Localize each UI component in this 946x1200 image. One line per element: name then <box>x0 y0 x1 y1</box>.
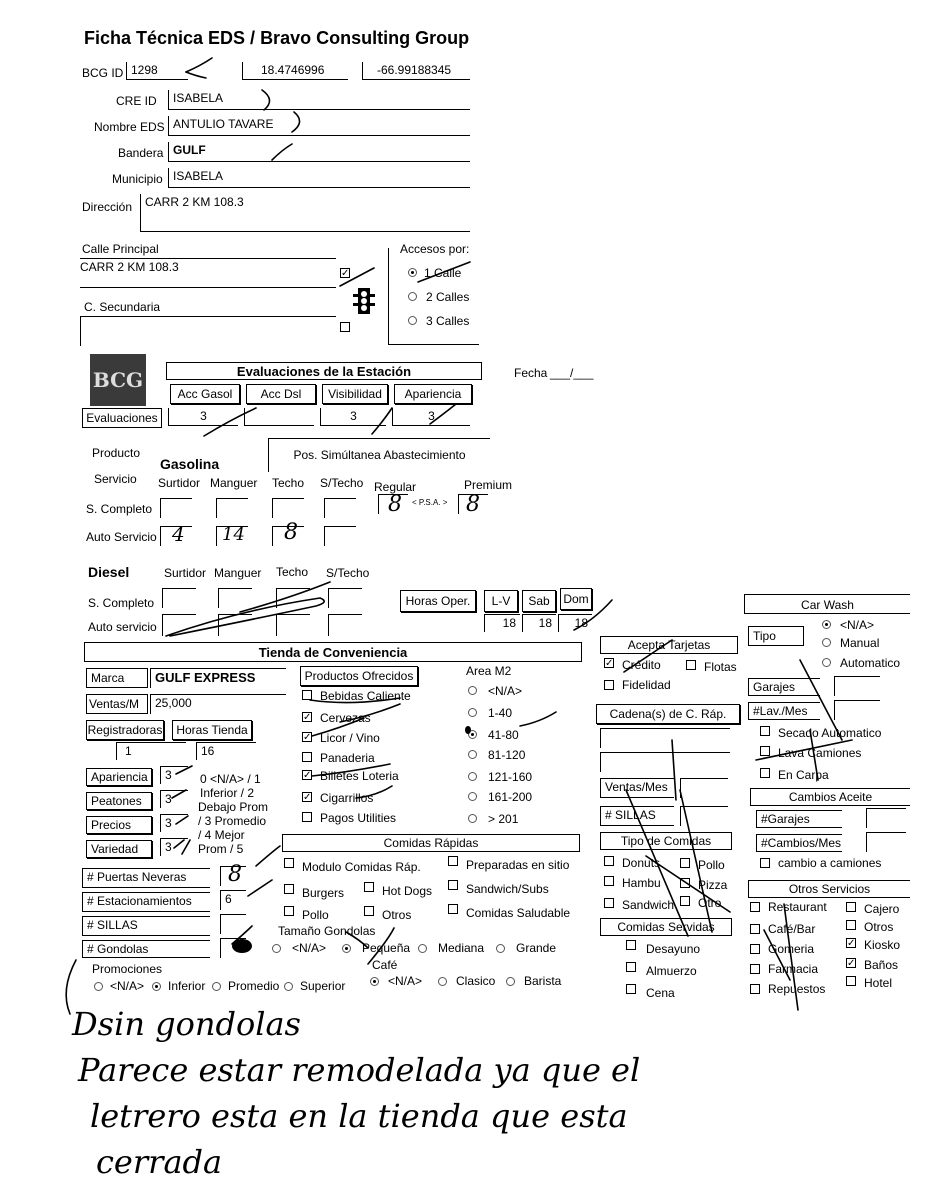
producto-cigarrillos-label: Cigarrillos <box>320 791 374 805</box>
comida-sandwich-subs-label: Sandwich/Subs <box>466 882 549 896</box>
carwash-en-carpa-checkbox[interactable] <box>760 768 770 778</box>
sillas-cadena-field[interactable] <box>680 806 728 826</box>
fecha-label: Fecha <box>514 366 548 380</box>
tipo-otro-label: Otro <box>698 896 722 910</box>
flotas-label: Flotas <box>704 660 737 674</box>
gasolina-title: Gasolina <box>160 456 220 472</box>
carwash-garajes-label: Garajes <box>748 678 820 696</box>
comida-modulo-comidas-r-p-label: Modulo Comidas Ráp. <box>302 860 421 874</box>
otros-restaurant-label: Restaurant <box>768 900 827 914</box>
dsl-techo-col: Techo <box>276 565 309 579</box>
acc-dsl-header[interactable]: Acc Dsl <box>246 384 316 404</box>
traffic-light-icon <box>352 286 376 316</box>
horas-lv-header[interactable]: L-V <box>484 590 518 612</box>
area-81-120-radio[interactable] <box>468 750 477 759</box>
pos-simultanea-label: Pos. Simúltanea Abastecimiento <box>268 438 490 472</box>
scale-1: 0 <N/A> / 1 <box>200 772 261 786</box>
calle-secundaria-field[interactable] <box>80 316 336 346</box>
area-201-radio[interactable] <box>468 814 477 823</box>
gas-as-manguer-value: 14 <box>222 524 245 545</box>
scale-3: / 3 Promedio <box>198 814 267 828</box>
cadena-rapida-button[interactable]: Cadena(s) de C. Ráp. <box>596 704 740 724</box>
area-201-label: > 201 <box>488 812 519 826</box>
nombre-field[interactable]: ANTULIO TAVARE <box>168 116 470 136</box>
producto-cigarrillos-checkbox[interactable]: ✓ <box>303 792 312 803</box>
tipo-hambu-checkbox[interactable] <box>604 876 614 886</box>
carwash-tipo-label[interactable]: Tipo <box>748 626 804 646</box>
rating-peatones-value[interactable]: 3 <box>160 790 188 808</box>
servicio-label: Servicio <box>94 472 137 486</box>
cre-id-label: CRE ID <box>116 94 157 108</box>
dsl-sc-manguer[interactable] <box>218 588 252 608</box>
area-121-160-radio[interactable] <box>468 772 477 781</box>
comida-otros-checkbox[interactable] <box>364 906 374 916</box>
otros-servicios-title: Otros Servicios <box>748 880 910 898</box>
cafe-n-a-radio[interactable] <box>370 977 379 986</box>
municipio-field[interactable]: ISABELA <box>168 168 470 188</box>
fecha-value[interactable]: ___/___ <box>550 366 594 380</box>
horas-dom-value[interactable]: 18 <box>558 614 592 632</box>
direccion-label: Dirección <box>82 200 133 214</box>
accesos-2-calles-radio[interactable] <box>408 292 417 301</box>
promo-inferior-radio[interactable] <box>152 982 161 991</box>
gas-sc-techo[interactable] <box>272 498 304 518</box>
tienda-title: Tienda de Conveniencia <box>84 642 582 662</box>
rating-peatones-label[interactable]: Peatones <box>86 792 152 810</box>
otros-hotel-checkbox[interactable] <box>846 976 856 986</box>
note-line-4: cerrada <box>96 1143 223 1181</box>
calle-principal-checkbox[interactable]: ✓ <box>341 268 350 279</box>
scale-4: / 4 Mejor <box>198 828 245 842</box>
premium-label: Premium <box>464 478 513 492</box>
otros-gomeria-checkbox[interactable] <box>750 944 760 954</box>
carwash-automatico-radio[interactable] <box>822 658 831 667</box>
producto-billetes-loteria-label: Billetes Loteria <box>320 769 399 783</box>
area-121-160-label: 121-160 <box>488 770 533 784</box>
dsl-as-stecho[interactable] <box>328 614 362 636</box>
carwash-automatico-label: Automatico <box>840 656 901 670</box>
gas-sc-surtidor[interactable] <box>160 498 192 518</box>
count-sillas-label: # SILLAS <box>82 916 210 936</box>
diesel-title: Diesel <box>88 564 130 580</box>
horas-tienda-field[interactable]: 16 <box>196 742 256 760</box>
dsl-surtidor-col: Surtidor <box>164 566 207 580</box>
comidas-servidas-title: Comidas Servidas <box>600 918 732 936</box>
producto-bebidas-caliente-label: Bebidas Caliente <box>320 689 411 703</box>
producto-cervezas-checkbox[interactable]: ✓ <box>303 712 312 723</box>
servida-almuerzo-checkbox[interactable] <box>626 962 636 972</box>
otros-restaurant-checkbox[interactable] <box>750 902 760 912</box>
horas-lv-value[interactable]: 18 <box>484 614 520 632</box>
dsl-sc-stecho[interactable] <box>328 588 362 608</box>
latitude-field[interactable]: 18.4746996 <box>242 62 348 80</box>
form-title: Ficha Técnica EDS / Bravo Consulting Group <box>84 28 470 48</box>
servida-desayuno-label: Desayuno <box>646 942 701 956</box>
dsl-sc-techo[interactable] <box>276 588 310 608</box>
otros-caf-bar-label: Café/Bar <box>768 922 816 936</box>
cafe-barista-label: Barista <box>524 974 562 988</box>
area-1-40-radio[interactable] <box>468 708 477 717</box>
comida-preparadas-en-sitio-checkbox[interactable] <box>448 856 458 866</box>
visibilidad-header[interactable]: Visibilidad <box>322 384 388 404</box>
gas-manguer-col: Manguer <box>210 476 258 490</box>
area-1-40-label: 1-40 <box>488 706 513 720</box>
accesos-title: Accesos por: <box>400 242 470 256</box>
tipo-pollo-checkbox[interactable] <box>680 858 690 868</box>
count-estacionamientos-value[interactable]: 6 <box>220 890 246 910</box>
tamano-n-a-label: <N/A> <box>292 941 327 955</box>
rating-precios-value[interactable]: 3 <box>160 814 188 832</box>
note-line-3: letrero esta en la tienda que esta <box>90 1097 628 1135</box>
dsl-as-techo[interactable] <box>276 614 310 636</box>
area-m2-label: Area M2 <box>466 664 512 678</box>
promo-promedio-label: Promedio <box>228 979 280 993</box>
promo-promedio-radio[interactable] <box>212 982 221 991</box>
comidas-rapidas-title: Comidas Rápidas <box>282 834 580 852</box>
tipo-sandwich-checkbox[interactable] <box>604 898 614 908</box>
otros-cajero-checkbox[interactable] <box>846 902 856 912</box>
producto-licor-vino-checkbox[interactable]: ✓ <box>303 732 312 743</box>
tamano-gondolas-label: Tamaño Gondolas <box>278 924 376 938</box>
calle-secundaria-checkbox[interactable] <box>340 322 350 332</box>
carwash-manual-label: Manual <box>840 636 880 650</box>
flotas-checkbox[interactable] <box>686 660 696 670</box>
evaluaciones-button[interactable]: Evaluaciones <box>82 408 162 428</box>
count-puertas-label: # Puertas Neveras <box>82 868 210 888</box>
sillas-cadena-label: # SILLAS <box>600 806 674 826</box>
note-line-2: Parece estar remodelada ya que el <box>78 1051 641 1089</box>
cambio-camiones-checkbox[interactable] <box>760 858 770 868</box>
area-161-200-label: 161-200 <box>488 790 533 804</box>
producto-label: Producto <box>92 446 141 460</box>
area-n-a-radio[interactable] <box>468 686 477 695</box>
comida-burgers-label: Burgers <box>302 886 345 900</box>
accesos-1-calle-radio[interactable] <box>408 268 417 277</box>
area-41-80-radio[interactable] <box>468 730 477 739</box>
otros-ba-os-checkbox[interactable]: ✓ <box>847 958 856 969</box>
otros-farmacia-label: Farmacia <box>768 962 819 976</box>
scale-5: Prom / 5 <box>198 842 244 856</box>
comida-hot-dogs-checkbox[interactable] <box>364 882 374 892</box>
acc-dsl-value[interactable] <box>244 408 314 426</box>
tipo-pollo-label: Pollo <box>698 858 725 872</box>
tamano-peque-a-radio[interactable] <box>342 944 351 953</box>
evaluaciones-title: Evaluaciones de la Estación <box>166 362 482 380</box>
apariencia-value[interactable]: 3 <box>392 408 470 426</box>
count-gondolas-value[interactable] <box>220 938 246 958</box>
rating-apariencia-label[interactable]: Apariencia <box>86 768 152 786</box>
bcg-id-label: BCG ID <box>82 66 124 80</box>
tipo-sandwich-label: Sandwich <box>622 898 675 912</box>
cafe-clasico-radio[interactable] <box>438 977 447 986</box>
tipo-comidas-title: Tipo de Comidas <box>600 832 732 850</box>
tamano-grande-radio[interactable] <box>496 944 505 953</box>
producto-panaderia-checkbox[interactable] <box>302 752 312 762</box>
rating-variedad-label[interactable]: Variedad <box>86 840 152 858</box>
otros-repuestos-label: Repuestos <box>768 982 826 996</box>
promo-superior-radio[interactable] <box>284 982 293 991</box>
aceite-garajes-field[interactable] <box>866 808 906 828</box>
promo-inferior-label: Inferior <box>168 979 206 993</box>
comida-otros-label: Otros <box>382 908 412 922</box>
carwash-secado-automatico-checkbox[interactable] <box>760 726 770 736</box>
credito-checkbox[interactable]: ✓ <box>605 658 614 669</box>
dsl-s-completo-label: S. Completo <box>88 596 155 610</box>
cafe-barista-radio[interactable] <box>506 977 515 986</box>
carwash-lava-camiones-checkbox[interactable] <box>760 746 770 756</box>
longitude-field[interactable]: -66.99188345 <box>362 62 470 80</box>
aceite-cambios-field[interactable] <box>866 832 906 852</box>
promo-n-a-radio[interactable] <box>94 982 103 991</box>
tipo-pizza-checkbox[interactable] <box>680 878 690 888</box>
area-41-80-label: 41-80 <box>488 728 519 742</box>
horas-sab-value[interactable]: 18 <box>522 614 556 632</box>
accesos-2-calles-label: 2 Calles <box>426 290 470 304</box>
otros-otros-label: Otros <box>864 920 894 934</box>
carwash-n-a-label: <N/A> <box>840 618 875 632</box>
bcg-id-field[interactable]: 1298 <box>126 62 188 80</box>
regular-label: Regular <box>374 480 417 494</box>
otros-otros-checkbox[interactable] <box>846 920 856 930</box>
regular-value: 8 <box>388 492 402 517</box>
producto-licor-vino-label: Licor / Vino <box>320 731 380 745</box>
promo-superior-label: Superior <box>300 979 346 993</box>
cafe-label: Café <box>372 958 398 972</box>
calle-principal-field[interactable]: CARR 2 KM 108.3 <box>80 258 336 288</box>
tipo-hambu-label: Hambu <box>622 876 661 890</box>
otros-kiosko-checkbox[interactable]: ✓ <box>847 938 856 949</box>
acepta-tarjetas-title: Acepta Tarjetas <box>600 636 738 654</box>
horas-oper-button[interactable]: Horas Oper. <box>400 590 476 612</box>
area-161-200-radio[interactable] <box>468 792 477 801</box>
car-wash-title: Car Wash <box>744 594 910 614</box>
tamano-peque-a-label: Pequeña <box>362 941 411 955</box>
gas-as-techo-value: 8 <box>284 520 298 545</box>
dsl-auto-servicio-label: Auto servicio <box>88 620 157 634</box>
count-gondolas-label: # Gondolas <box>82 940 210 958</box>
area-81-120-label: 81-120 <box>488 748 526 762</box>
scale-debajo: Debajo Prom <box>198 800 269 814</box>
promociones-label: Promociones <box>92 962 163 976</box>
aceite-garajes-label: #Garajes <box>756 810 842 828</box>
gas-as-stecho[interactable] <box>324 526 356 546</box>
rating-precios-label[interactable]: Precios <box>86 816 152 834</box>
marca-label[interactable]: Marca <box>86 668 148 688</box>
cambio-camiones-label: cambio a camiones <box>778 856 882 870</box>
cafe-n-a-label: <N/A> <box>388 974 423 988</box>
servida-cena-label: Cena <box>646 986 675 1000</box>
cambios-aceite-title: Cambios Aceite <box>750 788 910 806</box>
gas-surtidor-col: Surtidor <box>158 476 201 490</box>
gas-sc-stecho[interactable] <box>324 498 356 518</box>
dsl-as-manguer[interactable] <box>218 614 252 636</box>
bcg-logo: BCG <box>90 354 146 406</box>
producto-cervezas-label: Cervezas <box>320 711 371 725</box>
fidelidad-checkbox[interactable] <box>604 680 614 690</box>
otros-hotel-label: Hotel <box>864 976 893 990</box>
otros-caf-bar-checkbox[interactable] <box>750 924 760 934</box>
calle-secundaria-label: C. Secundaria <box>84 300 161 314</box>
dsl-as-surtidor[interactable] <box>162 614 196 636</box>
carwash-en-carpa-label: En Carpa <box>778 768 829 782</box>
comida-modulo-comidas-r-p-checkbox[interactable] <box>284 858 294 868</box>
accesos-1-calle-label: 1 Calle <box>424 266 462 280</box>
carwash-lava-camiones-label: Lava Camiones <box>778 746 862 760</box>
municipio-label: Municipio <box>112 172 163 186</box>
ventas-field[interactable]: 25,000 <box>150 694 286 714</box>
otros-cajero-label: Cajero <box>864 902 900 916</box>
producto-bebidas-caliente-checkbox[interactable] <box>302 690 312 700</box>
count-sillas-value[interactable] <box>220 914 246 934</box>
count-puertas-hand: 8 <box>228 862 242 887</box>
dsl-stecho-col: S/Techo <box>326 566 370 580</box>
accesos-3-calles-label: 3 Calles <box>426 314 470 328</box>
comida-comidas-saludable-label: Comidas Saludable <box>466 906 571 920</box>
dsl-manguer-col: Manguer <box>214 566 262 580</box>
gas-s-completo-label: S. Completo <box>86 502 153 516</box>
servida-desayuno-checkbox[interactable] <box>626 940 636 950</box>
marca-field[interactable]: GULF EXPRESS <box>150 668 286 688</box>
acc-gasol-value[interactable]: 3 <box>168 408 238 426</box>
ventas-mes-field[interactable] <box>680 778 728 798</box>
tamano-grande-label: Grande <box>516 941 557 955</box>
fidelidad-label: Fidelidad <box>622 678 671 692</box>
tipo-otro-checkbox[interactable] <box>680 896 690 906</box>
ventas-label[interactable]: Ventas/M <box>86 694 148 714</box>
ventas-mes-label: Ventas/Mes <box>600 778 674 798</box>
promo-n-a-label: <N/A> <box>110 979 145 993</box>
cafe-clasico-label: Clasico <box>456 974 496 988</box>
comida-pollo-label: Pollo <box>302 908 329 922</box>
aceite-cambios-label: #Cambios/Mes <box>756 834 842 852</box>
acc-gasol-header[interactable]: Acc Gasol <box>170 384 240 404</box>
otros-gomeria-label: Gomeria <box>768 942 815 956</box>
cadena-field-2[interactable] <box>600 752 730 772</box>
carwash-garajes-field[interactable] <box>834 676 880 696</box>
nombre-label: Nombre EDS <box>94 120 165 134</box>
dsl-sc-surtidor[interactable] <box>162 588 196 608</box>
productos-ofrecidos-header[interactable]: Productos Ofrecidos <box>300 666 418 686</box>
area-n-a-label: <N/A> <box>488 684 523 698</box>
visibilidad-value[interactable]: 3 <box>320 408 386 426</box>
rating-apariencia-value[interactable]: 3 <box>160 766 188 784</box>
cre-id-field[interactable]: ISABELA <box>168 90 470 110</box>
registradoras-label[interactable]: Registradoras <box>86 720 164 740</box>
accesos-3-calles-radio[interactable] <box>408 316 417 325</box>
comida-preparadas-en-sitio-label: Preparadas en sitio <box>466 858 570 872</box>
gas-sc-manguer[interactable] <box>216 498 248 518</box>
tamano-n-a-radio[interactable] <box>272 944 281 953</box>
producto-panaderia-label: Panaderia <box>320 751 375 765</box>
cadena-field-1[interactable] <box>600 728 730 748</box>
comida-sandwich-subs-checkbox[interactable] <box>448 880 458 890</box>
bandera-label: Bandera <box>118 146 164 160</box>
carwash-manual-radio[interactable] <box>822 638 831 647</box>
servida-almuerzo-label: Almuerzo <box>646 964 697 978</box>
premium-value: 8 <box>466 492 480 517</box>
credito-label: Crédito <box>622 658 661 672</box>
tipo-donuts-label: Donuts <box>622 856 661 870</box>
producto-pagos-utilities-checkbox[interactable] <box>302 812 312 822</box>
otros-repuestos-checkbox[interactable] <box>750 984 760 994</box>
otros-ba-os-label: Baños <box>864 958 899 972</box>
carwash-secado-automatico-label: Secado Automatico <box>778 726 882 740</box>
note-line-1: Dsin gondolas <box>72 1005 301 1043</box>
otros-farmacia-checkbox[interactable] <box>750 964 760 974</box>
tipo-donuts-checkbox[interactable] <box>604 856 614 866</box>
comida-pollo-checkbox[interactable] <box>284 906 294 916</box>
producto-billetes-loteria-checkbox[interactable]: ✓ <box>303 770 312 781</box>
gas-as-surtidor-value: 4 <box>172 522 185 546</box>
comida-hot-dogs-label: Hot Dogs <box>382 884 433 898</box>
psa-label: < P.S.A. > <box>412 498 448 507</box>
registradoras-field[interactable]: 1 <box>116 742 186 760</box>
servida-cena-checkbox[interactable] <box>626 984 636 994</box>
apariencia-header[interactable]: Apariencia <box>394 384 472 404</box>
horas-sab-header[interactable]: Sab <box>522 590 556 612</box>
scale-2: Inferior / 2 <box>200 786 255 800</box>
gas-auto-servicio-label: Auto Servicio <box>86 530 157 544</box>
calle-principal-label: Calle Principal <box>82 242 159 256</box>
direccion-field[interactable]: CARR 2 KM 108.3 <box>140 194 470 232</box>
gas-stecho-col: S/Techo <box>320 476 364 490</box>
carwash-lav-field[interactable] <box>834 700 880 720</box>
comida-burgers-checkbox[interactable] <box>284 884 294 894</box>
otros-kiosko-label: Kiosko <box>864 938 901 952</box>
carwash-lav-label: #Lav./Mes <box>748 702 820 720</box>
horas-tienda-label[interactable]: Horas Tienda <box>172 720 252 740</box>
comida-comidas-saludable-checkbox[interactable] <box>448 904 458 914</box>
tamano-mediana-label: Mediana <box>438 941 485 955</box>
tamano-mediana-radio[interactable] <box>418 944 427 953</box>
count-estacionamientos-label: # Estacionamientos <box>82 892 210 912</box>
rating-variedad-value[interactable]: 3 <box>160 838 188 856</box>
producto-pagos-utilities-label: Pagos Utilities <box>320 811 397 825</box>
carwash-n-a-radio[interactable] <box>822 620 831 629</box>
bandera-field[interactable]: GULF <box>168 142 470 162</box>
horas-dom-header[interactable]: Dom <box>560 588 592 610</box>
gas-techo-col: Techo <box>272 476 305 490</box>
tipo-pizza-label: Pizza <box>698 878 728 892</box>
